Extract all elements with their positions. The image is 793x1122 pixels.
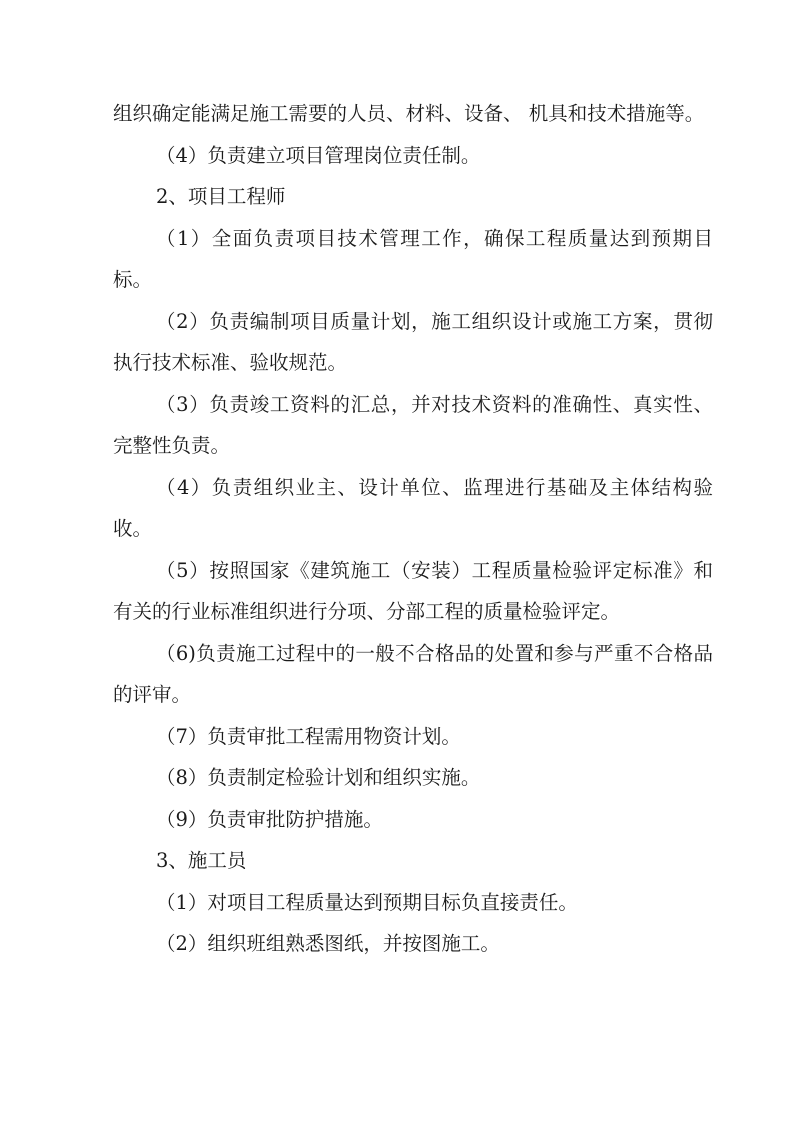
paragraph: （1）对项目工程质量达到预期目标负直接责任。 [156, 890, 578, 914]
section-heading: 2、项目工程师 [156, 185, 286, 208]
paragraph: （3）负责竣工资料的汇总，并对技术资料的准确性、真实性、完整性负责。 [113, 392, 713, 457]
paragraph: （6)负责施工过程中的一般不合格品的处置和参与严重不合格品的评审。 [113, 641, 713, 706]
paragraph-continuation: 组织确定能满足施工需要的人员、材料、设备、 机具和技术措施等。 [113, 102, 705, 125]
paragraph: （9）负责审批防护措施。 [156, 807, 383, 831]
paragraph: （2）负责编制项目质量计划，施工组织设计或施工方案，贯彻执行技术标准、验收规范。 [113, 309, 713, 374]
paragraph: （2）组织班组熟悉图纸，并按图施工。 [156, 932, 500, 955]
paragraph: （8）负责制定检验计划和组织实施。 [156, 766, 481, 789]
paragraph: （4）负责组织业主、设计单位、监理进行基础及主体结构验收。 [113, 475, 713, 540]
paragraph: （7）负责审批工程需用物资计划。 [156, 724, 461, 748]
section-heading: 3、施工员 [156, 849, 247, 872]
paragraph: （1）全面负责项目技术管理工作，确保工程质量达到预期目标。 [113, 226, 713, 291]
document-body [113, 93, 713, 965]
paragraph: （4）负责建立项目管理岗位责任制。 [156, 143, 481, 167]
paragraph: （5）按照国家《建筑施工（安装）工程质量检验评定标准》和有关的行业标准组织进行分项、分部工程的质量检验评定。 [113, 558, 713, 623]
